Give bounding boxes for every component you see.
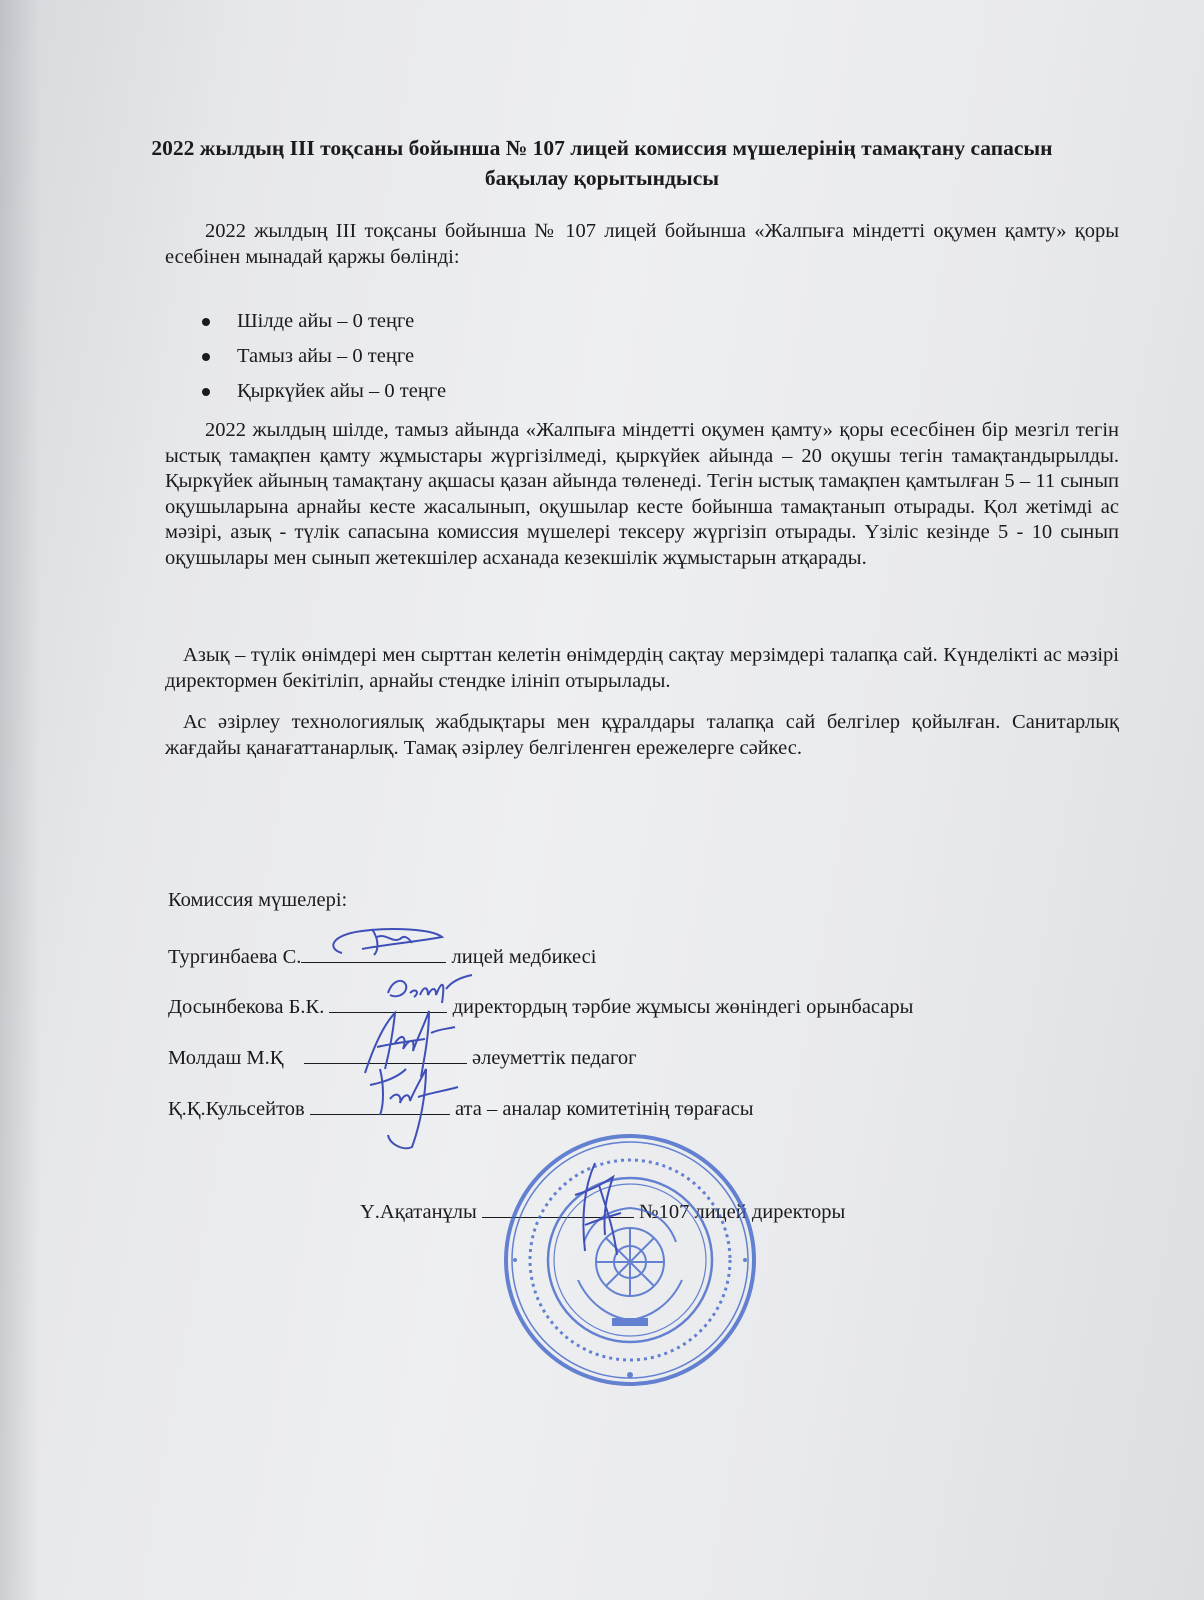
page-shadow <box>0 0 40 1600</box>
signature-line <box>310 1094 450 1115</box>
director-role: №107 лицей директоры <box>639 1201 846 1223</box>
intro-paragraph <box>165 219 1119 270</box>
member-row <box>168 1043 637 1070</box>
member-row <box>168 1094 754 1121</box>
storage-text: Азық – түлік өнімдері мен сырттан келетін өнімдердің сақтау мерзімдері талапқа сай. Күнделікті ас мәзірі директормен бекітіліп, арнайы стендке ілініп отырылады. <box>165 644 1119 692</box>
member-role: лицей медбикесі <box>451 946 597 968</box>
member-row <box>168 942 596 969</box>
intro-text: 2022 жылдың ІІІ тоқсаны бойынша № 107 лицей бойынша «Жалпыға міндетті оқумен қамту» қоры есебінен мынадай қаржы бөлінді: <box>165 220 1119 268</box>
document-title: 2022 жылдың ІІІ тоқсаны бойынша № 107 лицей комиссия мүшелерінің тамақтану сапасын бақылау қорытындысы <box>151 136 1053 190</box>
member-name: Қ.Қ.Кульсейтов <box>168 1098 305 1120</box>
signature-line <box>304 1043 467 1064</box>
allocation-list <box>200 304 446 409</box>
member-role: әлеуметтік педагог <box>472 1047 637 1069</box>
director-name: Ү.Ақатанұлы <box>360 1201 477 1223</box>
bullet-icon <box>202 353 210 361</box>
equipment-text: Ас әзірлеу технологиялық жабдықтары мен құралдары талапқа сай белгілер қойылған. Санитарлық жағдайы қанағаттанарлық. Тамақ әзірлеу белгіленген ережелерге сәйкес. <box>165 711 1119 759</box>
list-item: Шілде айы – 0 теңге <box>200 304 446 339</box>
list-item: Қыркүйек айы – 0 теңге <box>200 374 446 409</box>
meals-text: 2022 жылдың шілде, тамыз айында «Жалпыға міндетті оқумен қамту» қоры есесбінен бір мезгіл тегін ыстық тамақпен қамту жұмыстары жүргізілмеді, қыркүйек айында – 20 оқушы тегін тамақтандырылды. Қыркүйек айының тамақтану ақшасы қазан айында төленеді. Тегін ыстық тамақпен қамтылған 5 – 11 сынып оқушыларына арнайы кесте жасалынып, оқушылар кесте бойынша тамақтанып отырады. Қол жетімді ас мәзірі, азық - түлік сапасына комиссия мүшелері тексеру жүргізіп отырады. Үзіліс кезінде 5 - 10 сынып оқушылары мен сынып жетекшілер асханада кезекшілік жұмыстарын атқарады. <box>165 419 1119 569</box>
equipment-paragraph <box>165 710 1119 761</box>
member-role: ата – аналар комитетінің төрағасы <box>454 1098 754 1120</box>
bullet-icon <box>202 388 210 396</box>
member-name: Тургинбаева С. <box>168 946 302 968</box>
member-row <box>168 992 913 1019</box>
signature-line <box>329 992 447 1013</box>
signature-line <box>301 942 446 963</box>
storage-paragraph <box>165 643 1119 694</box>
official-stamp-icon <box>500 1130 760 1390</box>
commission-heading: Комиссия мүшелері: <box>168 889 348 911</box>
bullet-icon <box>202 318 210 326</box>
meals-paragraph <box>165 418 1119 571</box>
member-name: Досынбекова Б.К. <box>168 996 325 1018</box>
member-name: Молдаш М.Қ <box>168 1047 284 1069</box>
list-item: Тамыз айы – 0 теңге <box>200 339 446 374</box>
member-role: директордың тәрбие жұмысы жөніндегі орынбасары <box>452 996 914 1018</box>
